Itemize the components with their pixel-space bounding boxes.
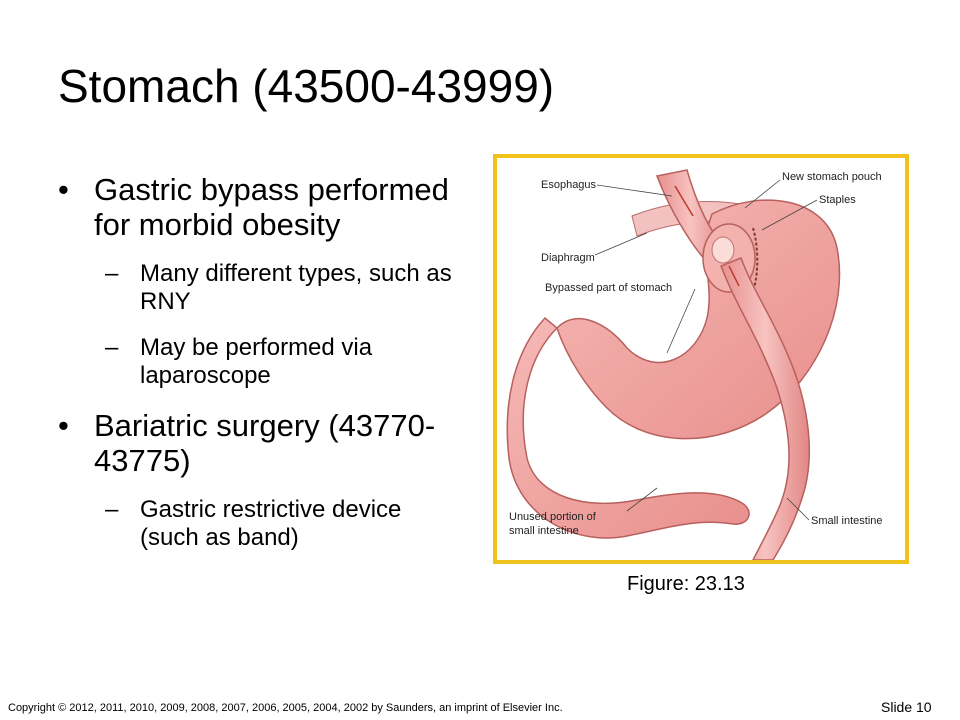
label-unused-portion-1: Unused portion of (509, 511, 596, 523)
stomach-bypass-illustration (497, 158, 905, 560)
sub-bullet-mark: – (105, 260, 119, 287)
slide-title: Stomach (43500-43999) (58, 60, 555, 112)
bullet-mark: • (58, 408, 69, 443)
sub-bullet-item (58, 334, 458, 390)
label-bypassed-stomach: Bypassed part of stomach (545, 282, 673, 294)
anastomosis-shape (712, 237, 734, 263)
bullet-item (58, 408, 458, 478)
bullet-text: Gastric bypass performed for morbid obesity (94, 172, 449, 242)
label-diaphragm: Diaphragm (541, 252, 595, 264)
sub-bullet-item (58, 496, 458, 552)
sub-bullet-text: Gastric restrictive device (such as band) (140, 496, 402, 551)
figure-caption: Figure: 23.13 (627, 573, 745, 595)
bullet-mark: • (58, 172, 69, 207)
label-new-stomach-pouch: New stomach pouch (782, 171, 882, 183)
sub-bullet-mark: – (105, 334, 119, 361)
bullet-item (58, 172, 458, 242)
slide-number: Slide 10 (881, 699, 932, 715)
label-unused-portion-2: small intestine (509, 525, 579, 537)
label-small-intestine: Small intestine (811, 515, 883, 527)
label-staples: Staples (819, 194, 856, 206)
sub-bullet-mark: – (105, 496, 119, 523)
figure-frame (493, 154, 909, 564)
sub-bullet-item (58, 260, 458, 316)
bullet-list (58, 172, 458, 570)
sub-bullet-text: Many different types, such as RNY (140, 260, 452, 315)
label-esophagus: Esophagus (541, 179, 597, 191)
sub-bullet-text: May be performed via laparoscope (140, 334, 373, 389)
copyright-text: Copyright © 2012, 2011, 2010, 2009, 2008, 2007, 2006, 2005, 2004, 2002 by Saunders, an imprint of Elsevier Inc. (8, 702, 563, 714)
bullet-text: Bariatric surgery (43770-43775) (94, 408, 436, 478)
